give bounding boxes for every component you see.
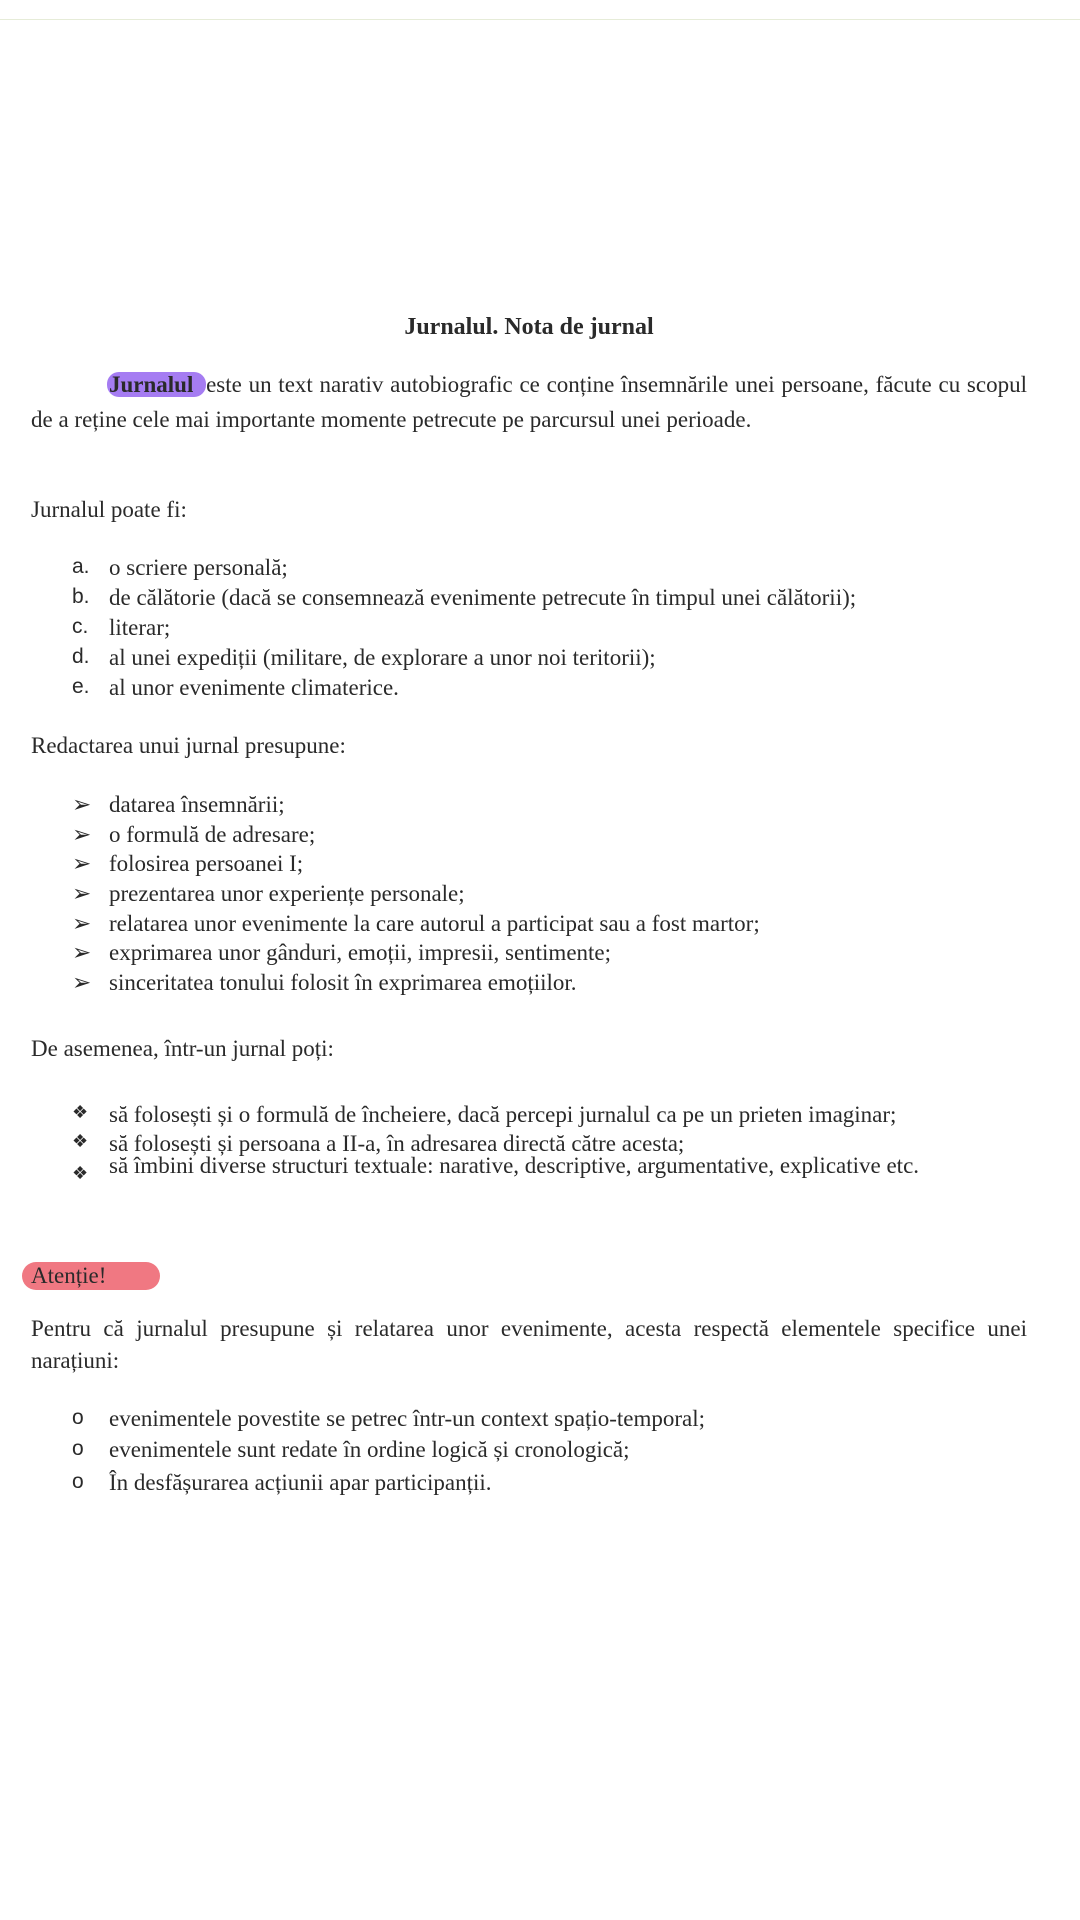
arrow-bullet-icon: ➢ xyxy=(72,940,92,965)
arrow-bullet-icon: ➢ xyxy=(72,851,92,876)
arrow-bullet-icon: ➢ xyxy=(72,822,92,847)
list-item: de călătorie (dacă se consemnează evenimente petrecute în timpul unei călătorii); xyxy=(109,585,857,610)
top-divider xyxy=(0,19,1080,20)
types-heading: Jurnalul poate fi: xyxy=(31,497,187,522)
list-item: În desfășurarea acțiunii apar participanții. xyxy=(109,1470,492,1495)
circle-bullet-icon: o xyxy=(72,1437,84,1460)
arrow-bullet-icon: ➢ xyxy=(72,970,92,995)
circle-bullet-icon: o xyxy=(72,1470,84,1493)
list-item: folosirea persoanei I; xyxy=(109,851,304,876)
list-item: evenimentele sunt redate în ordine logică și cronologică; xyxy=(109,1437,630,1462)
attention-label: Atenție! xyxy=(31,1263,107,1288)
list-item: exprimarea unor gânduri, emoții, impresii, sentimente; xyxy=(109,940,612,965)
list-item: literar; xyxy=(109,615,171,640)
highlighted-term[interactable]: Jurnalul xyxy=(107,372,206,397)
list-item: sinceritatea tonului folosit în exprimarea emoțiilor. xyxy=(109,970,577,995)
arrow-bullet-icon: ➢ xyxy=(72,792,92,817)
list-item: o scriere personală; xyxy=(109,555,288,580)
list-marker: b. xyxy=(72,585,90,608)
page-title: Jurnalul. Nota de jurnal xyxy=(404,314,654,340)
intro-text: este un text narativ autobiografic ce conține însemnările unei persoane, făcute cu scopul de a reține cele mai importante momente petrecute pe parcursul unei perioade. xyxy=(31,372,1027,432)
list-item: să folosești și persoana a II-a, în adresarea directă către acesta; xyxy=(109,1131,685,1156)
list-item: relatarea unor evenimente la care autorul a participat sau a fost martor; xyxy=(109,911,760,936)
arrow-bullet-icon: ➢ xyxy=(72,881,92,906)
list-marker: d. xyxy=(72,645,90,668)
list-item: prezentarea unor experiențe personale; xyxy=(109,881,465,906)
diamond-bullet-icon: ❖ xyxy=(72,1163,89,1183)
list-item: evenimentele povestite se petrec într-un context spațio-temporal; xyxy=(109,1406,706,1431)
list-marker: c. xyxy=(72,615,89,638)
list-marker: e. xyxy=(72,675,90,698)
diamond-bullet-icon: ❖ xyxy=(72,1131,89,1151)
attention-paragraph: Pentru că jurnalul presupune și relatarea unor evenimente, acesta respectă elementele specifice unei narațiuni: xyxy=(31,1316,1027,1373)
requirements-heading: Redactarea unui jurnal presupune: xyxy=(31,733,346,758)
options-heading: De asemenea, într-un jurnal poți: xyxy=(31,1036,334,1061)
arrow-bullet-icon: ➢ xyxy=(72,911,92,936)
intro-paragraph xyxy=(31,368,1027,437)
attention-badge xyxy=(22,1262,160,1290)
list-item: al unei expediții (militare, de explorare a unor noi teritorii); xyxy=(109,645,656,670)
list-marker: a. xyxy=(72,555,90,578)
list-item: să folosești și o formulă de încheiere, dacă percepi jurnalul ca pe un prieten imaginar; xyxy=(109,1102,897,1127)
list-item: o formulă de adresare; xyxy=(109,822,316,847)
circle-bullet-icon: o xyxy=(72,1406,84,1429)
diamond-bullet-icon: ❖ xyxy=(72,1102,89,1122)
list-item: să îmbini diverse structuri textuale: narative, descriptive, argumentative, explicative etc. xyxy=(109,1153,920,1178)
list-item: al unor evenimente climaterice. xyxy=(109,675,399,700)
list-item: datarea însemnării; xyxy=(109,792,285,817)
